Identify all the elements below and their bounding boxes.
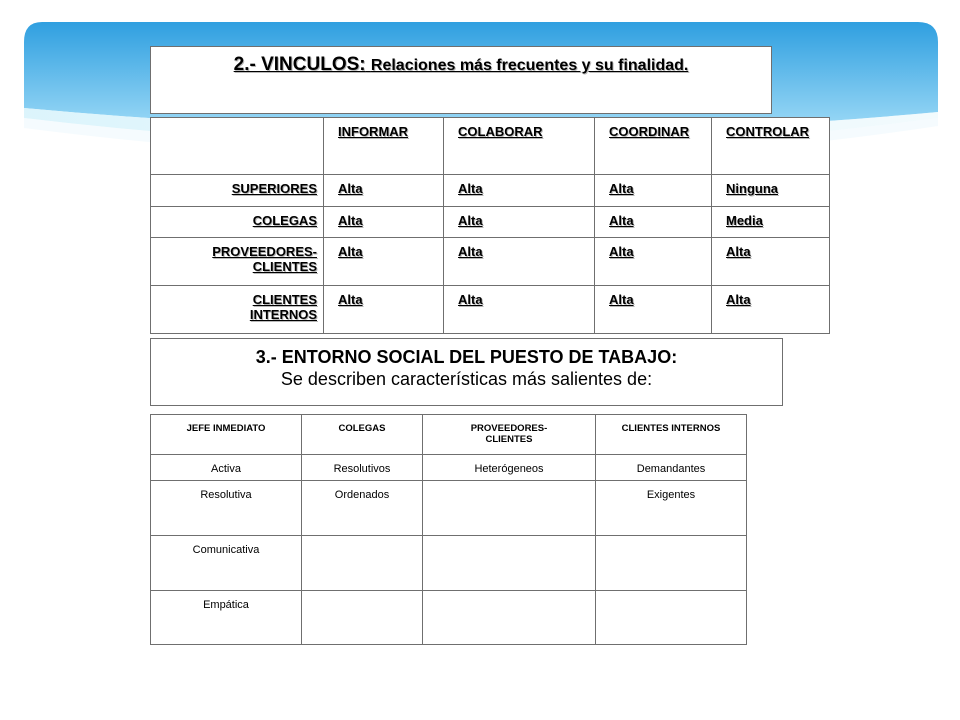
links-row-proveedores <box>151 238 830 286</box>
links-header-row <box>151 118 830 175</box>
social-environment-table <box>150 414 747 645</box>
cell-value: Alta <box>712 238 830 286</box>
links-row-superiores <box>151 175 830 207</box>
social-cell <box>596 536 747 591</box>
row-label-proveedores <box>151 238 324 286</box>
row-label-line: INTERNOS <box>249 307 317 322</box>
row-label-line: PROVEEDORES- <box>212 244 317 259</box>
cell-value: Alta <box>324 207 444 238</box>
social-header-row <box>151 415 747 455</box>
section-3-title: 3.- ENTORNO SOCIAL DEL PUESTO DE TABAJO: <box>255 347 678 367</box>
header-clientes-internos: CLIENTES INTERNOS <box>596 415 747 455</box>
cell-value: Alta <box>324 286 444 334</box>
section-3-title-box <box>150 338 783 406</box>
social-row <box>151 481 747 536</box>
social-row <box>151 455 747 481</box>
cell-value: Alta <box>444 175 595 207</box>
social-cell <box>596 591 747 645</box>
cell-value: Alta <box>595 286 712 334</box>
cell-value: Alta <box>324 238 444 286</box>
social-cell <box>423 536 596 591</box>
cell-value: Alta <box>324 175 444 207</box>
row-label-line: CLIENTES <box>252 259 317 274</box>
social-cell: Empática <box>151 591 302 645</box>
section-3-subtitle: Se describen características más salientes de: <box>280 369 653 389</box>
social-cell: Activa <box>151 455 302 481</box>
header-line: CLIENTES <box>485 434 533 445</box>
section-2-title-sub: Relaciones más frecuentes y su finalidad. <box>370 57 689 74</box>
row-label-superiores: SUPERIORES <box>151 175 324 207</box>
header-jefe-inmediato: JEFE INMEDIATO <box>151 415 302 455</box>
social-cell: Ordenados <box>302 481 423 536</box>
social-cell: Resolutivos <box>302 455 423 481</box>
row-label-line: CLIENTES <box>252 292 317 307</box>
social-cell <box>423 481 596 536</box>
cell-value: Alta <box>595 175 712 207</box>
section-2-title <box>151 54 771 76</box>
social-cell: Resolutiva <box>151 481 302 536</box>
row-label-clientes-internos <box>151 286 324 334</box>
header-colegas: COLEGAS <box>302 415 423 455</box>
cell-value: Alta <box>444 207 595 238</box>
cell-value: Alta <box>444 286 595 334</box>
links-corner-cell <box>151 118 324 175</box>
social-cell <box>423 591 596 645</box>
row-label-colegas: COLEGAS <box>151 207 324 238</box>
col-header-controlar: CONTROLAR <box>712 118 830 175</box>
links-table <box>150 117 830 334</box>
col-header-informar: INFORMAR <box>324 118 444 175</box>
col-header-coordinar: COORDINAR <box>595 118 712 175</box>
social-cell: Comunicativa <box>151 536 302 591</box>
col-header-colaborar: COLABORAR <box>444 118 595 175</box>
social-cell <box>302 536 423 591</box>
links-row-clientes-internos <box>151 286 830 334</box>
cell-value: Alta <box>595 207 712 238</box>
cell-value: Alta <box>712 286 830 334</box>
social-row <box>151 591 747 645</box>
header-proveedores-clientes <box>423 415 596 455</box>
cell-value: Alta <box>444 238 595 286</box>
social-cell: Heterógeneos <box>423 455 596 481</box>
section-2-title-box <box>150 46 772 114</box>
cell-value: Ninguna <box>712 175 830 207</box>
social-row <box>151 536 747 591</box>
header-line: PROVEEDORES- <box>470 423 548 434</box>
cell-value: Alta <box>595 238 712 286</box>
cell-value: Media <box>712 207 830 238</box>
social-cell: Exigentes <box>596 481 747 536</box>
section-2-title-main: 2.- VINCULOS: <box>233 54 366 75</box>
social-cell: Demandantes <box>596 455 747 481</box>
links-row-colegas <box>151 207 830 238</box>
social-cell <box>302 591 423 645</box>
